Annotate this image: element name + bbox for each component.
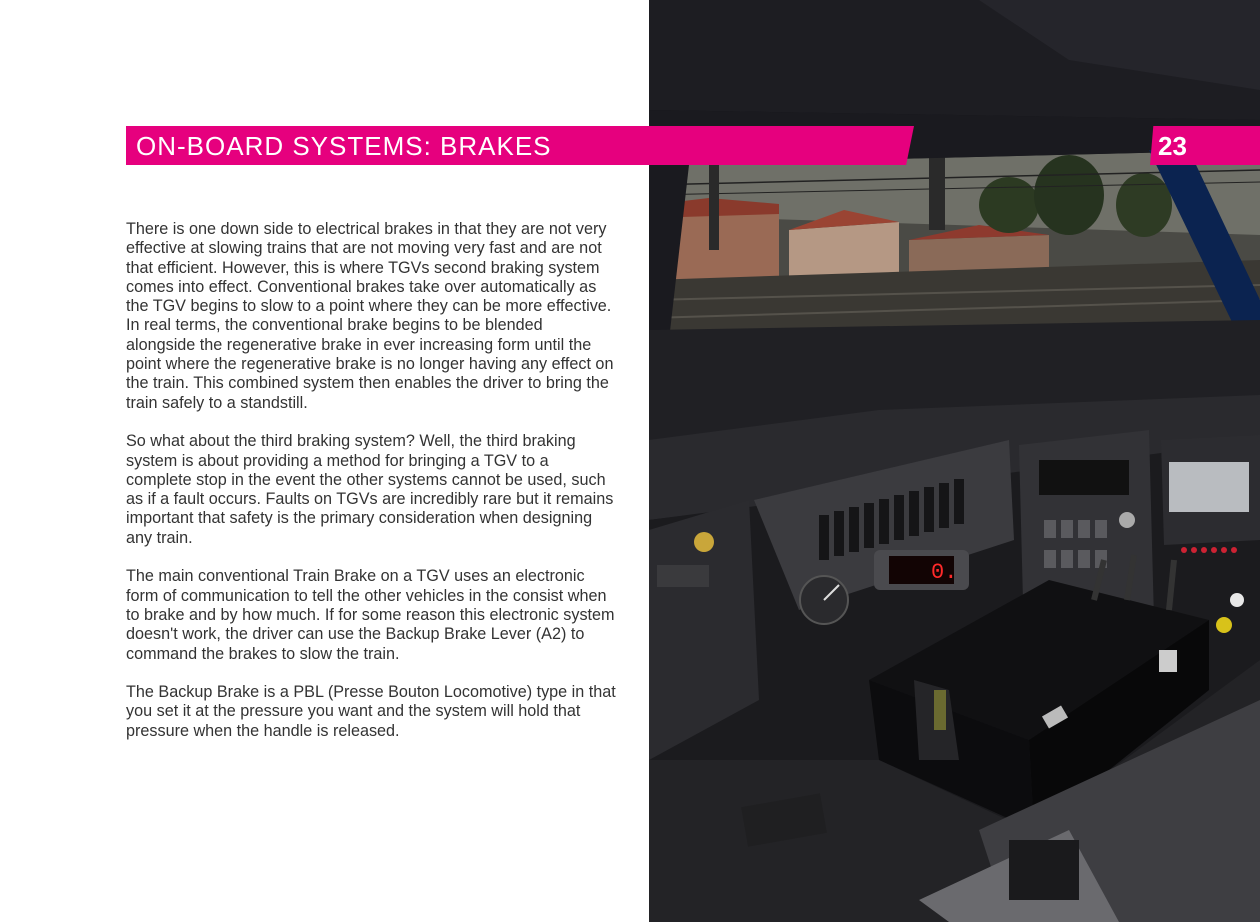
paragraph: The main conventional Train Brake on a TGV uses an electronic form of communication to tell the other vehicles in the consist when to brake and by how much. If for some reason this electronic system doesn't work, the driver can use the Backup Brake Lever (A2) to command the brakes to slow the train.: [126, 567, 615, 663]
paragraph: There is one down side to electrical brakes in that they are not very effective at slowing trains that are not moving very fast and are not that efficient. However, this is where TGVs second braking system comes into effect. Conventional brakes take over automatically as the TGV begins to slow to a point where they can be more effective. In real terms, the conventional brake begins to be blended alongside the regenerative brake in ever increasing form until the point where the regenerative brake is no longer having any effect on the train. This combined system then enables the driver to bring the train safely to a standstill.: [126, 220, 614, 412]
page-number: 23: [1158, 131, 1187, 161]
section-title: ON-BOARD SYSTEMS: BRAKES: [136, 131, 552, 161]
body-text: [126, 220, 616, 760]
cab-screen: [1169, 462, 1249, 512]
brake-readout-display: 0.: [931, 560, 958, 585]
paragraph: So what about the third braking system? Well, the third braking system is about providing a method for bringing a TGV to a complete stop in the event the other systems cannot be used, such as if a fault occurs. Faults on TGVs are incredibly rare but it remains important that safety is the primary consideration when designing any train.: [126, 432, 614, 547]
paragraph: The Backup Brake is a PBL (Presse Bouton Locomotive) type in that you set it at the pressure you want and the system will hold that pressure when the handle is released.: [126, 683, 616, 740]
